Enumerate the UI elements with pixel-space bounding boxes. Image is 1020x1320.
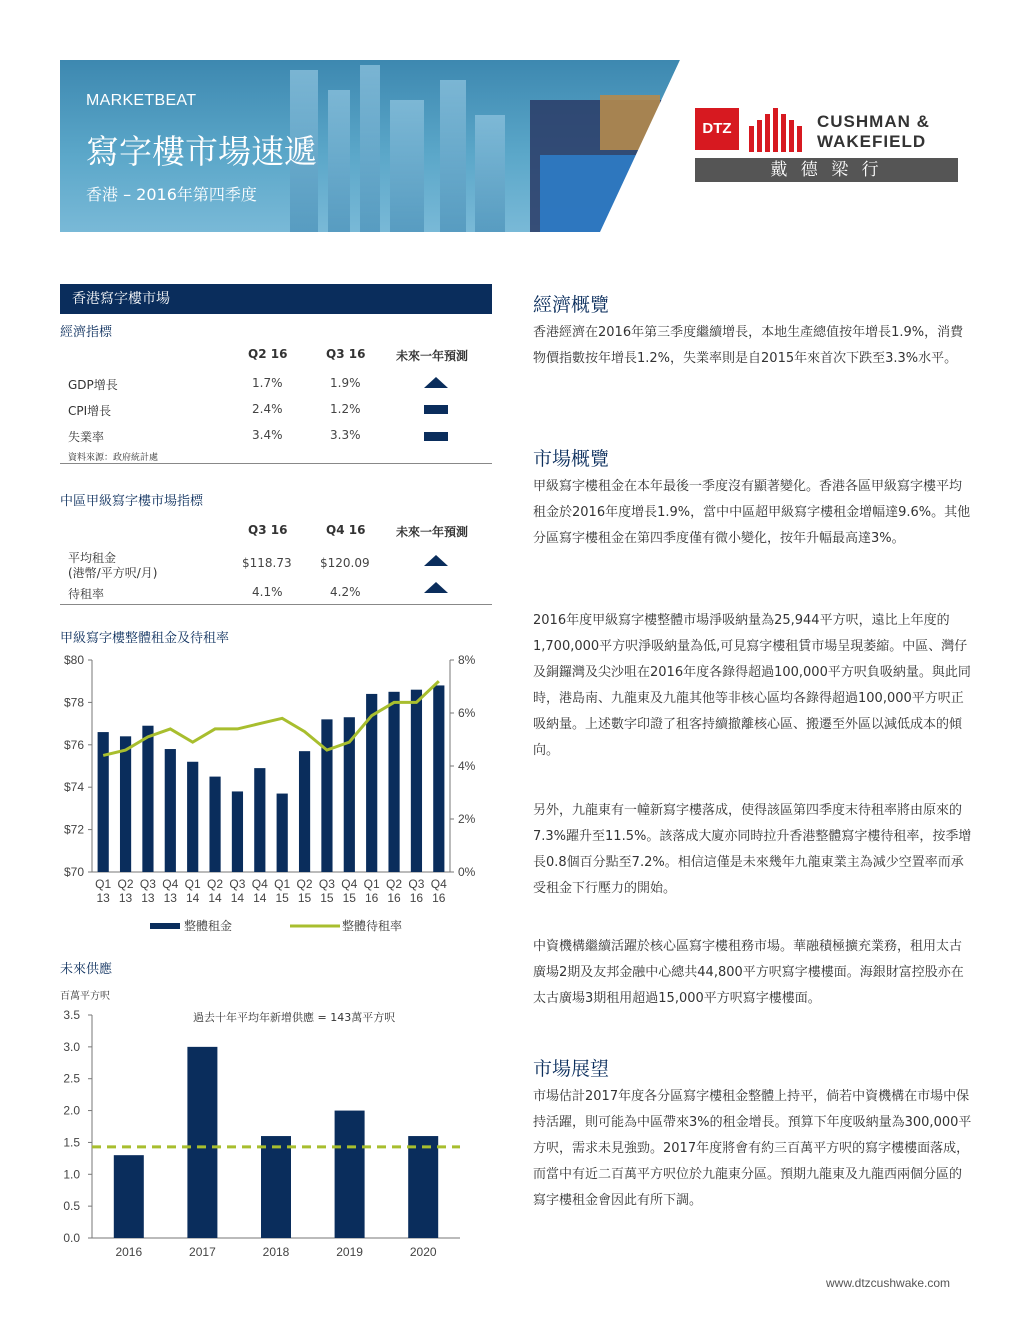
paragraph: 中資機構繼續活躍於核心區寫字樓租務市場。華融積極擴充業務，租用太古廣場2期及友邦金融中心總共44,800平方呎寫字樓樓面。海銀財富控股亦在太古廣場3期租用超過15,000平方呎寫字樓樓面。 [533,939,964,1006]
x-tick-label: 14 [208,891,222,905]
y-tick-label-right: 2% [458,812,476,826]
x-tick-label: 16 [432,891,446,905]
x-tick-label: 13 [163,891,177,905]
central-row-v1: 4.1% [252,585,283,599]
econ-col-1: Q2 16 [248,347,288,361]
section-title-economy: 經濟概覽 [533,294,610,316]
y-tick-label-left: $70 [63,865,84,879]
econ-row-v2: 3.3% [330,428,361,442]
cw-building-icon [749,104,805,152]
trend-up-icon [424,377,448,388]
central-row-label: 平均租金 [68,551,117,565]
bar [187,1047,217,1238]
trend-flat-icon [424,432,448,441]
x-tick-label: Q2 [386,877,403,891]
econ-row-v2: 1.9% [330,376,361,390]
x-tick-label: Q2 [296,877,313,891]
econ-row-label: 失業率 [68,430,105,444]
x-tick-label: Q1 [363,877,380,891]
x-tick-label: Q3 [318,877,335,891]
section-title-outlook: 市場展望 [533,1058,610,1080]
paragraph: 市場估計2017年度各分區寫字樓租金整體上持平，倘若中資機構在市場中保持活躍，則可能為中區帶來3%的租金增長。預算下年度吸納量為300,000平方呎，需求未見強勁。2017年度將會有約三百萬平方呎的寫字樓樓面落成，而當中有近二百萬平方呎位於九龍東分區。預期九龍東及九龍西兩個分區的寫字樓租金會因此有所下調。 [533,1089,972,1208]
y-tick-label: 3.0 [63,1039,80,1054]
y-tick-label-right: 4% [458,759,476,773]
y-tick-label-right: 0% [458,865,476,879]
econ-row-v1: 1.7% [252,376,283,390]
y-tick-label-left: $72 [63,822,84,837]
x-tick-label: 16 [365,891,379,905]
econ-row-label: GDP增長 [68,378,118,392]
x-tick-label: 2016 [115,1245,143,1259]
y-tick-label-right: 8% [458,653,476,667]
company-logo [695,100,960,184]
dtz-logo: DTZ [695,108,739,150]
econ-row-label: CPI增長 [68,404,112,418]
econ-row-v1: 2.4% [252,402,283,416]
y-tick-label: 2.0 [63,1103,80,1118]
legend-label: 整體待租率 [342,919,403,933]
paragraph: 甲級寫字樓租金在本年最後一季度沒有顯著變化。香港各區甲級寫字樓平均租金於2016年度增長1.9%，當中中區超甲級寫字樓租金增幅達9.6%。其他分區寫字樓租金在第四季度僅有微小變化，按年升幅最高達3%。 [533,479,971,546]
x-tick-label: 2018 [262,1245,290,1259]
x-tick-label: Q1 [184,877,201,891]
cw-name-line1: CUSHMAN & [817,112,930,131]
y-tick-label: 0.0 [63,1231,80,1245]
y-tick-label: 2.5 [63,1071,80,1086]
x-tick-label: 13 [118,891,133,905]
y-axis-unit: 百萬平方呎 [60,991,110,1002]
bar [277,794,288,872]
x-tick-label: 15 [297,891,312,905]
bar [299,751,310,872]
page-subtitle: 香港 – 2016年第四季度 [86,185,257,204]
paragraph: 另外，九龍東有一幢新寫字樓落成，使得該區第四季度末待租率將由原來的7.3%躍升至11.5%。該落成大廈亦同時拉升香港整體寫字樓待租率，按季增長0.8個百分點至7.2%。相信這僅是未來幾年九龍東業主為減少空置率而承受租金下行壓力的開始。 [533,803,972,896]
y-tick-label-left: $76 [63,737,84,752]
chart1-heading: 甲級寫字樓整體租金及待租率 [60,631,230,646]
y-tick-label-left: $78 [63,695,84,710]
x-tick-label: 2017 [189,1245,216,1259]
x-tick-label: Q3 [139,877,156,891]
x-tick-label: 2019 [336,1245,363,1259]
x-tick-label: 2020 [409,1245,437,1259]
paragraph: 2016年度甲級寫字樓整體市場淨吸納量為25,944平方呎，遠比上年度的1,700,000平方呎淨吸納量為低,可見寫字樓租賃市場呈現萎縮。中區、灣仔及銅鑼灣及尖沙咀在2016年度各錄得超過100,000平方呎負吸納量。與此同時，港島南、九龍東及九龍其他等非核心區均各錄得超過100,000平方呎正吸納量。上述數字印證了租客持續撤離核心區、搬遷至外區以減低成本的傾向。 [533,613,971,758]
bar [187,762,198,872]
x-tick-label: 15 [275,891,289,905]
bar [165,749,176,872]
bar [114,1155,144,1238]
central-col-1: Q3 16 [248,523,288,537]
y-tick-label: 3.5 [63,1008,80,1022]
x-tick-label: Q1 [274,877,291,891]
central-col-3: 未來一年預測 [396,525,469,539]
bar [120,736,131,872]
central-row-label: 待租率 [68,587,105,601]
bar [408,1136,438,1238]
central-col-2: Q4 16 [326,523,366,537]
x-tick-label: 15 [342,891,356,905]
rent-vacancy-chart [50,648,500,938]
future-supply-chart [50,985,470,1265]
central-row-v2: $120.09 [320,556,370,570]
paragraph: 香港經濟在2016年第三季度繼續增長，本地生產總值按年增長1.9%，消費物價指數按年增長1.2%，失業率則是自2015年來首次下跌至3.3%水平。 [533,325,964,366]
central-row-v2: 4.2% [330,585,361,599]
x-tick-label: 16 [409,891,424,905]
x-tick-label: Q4 [341,877,358,891]
bar [254,768,265,872]
bar [321,719,332,872]
bar [261,1136,291,1238]
bar [209,777,220,872]
x-tick-label: Q2 [117,877,134,891]
y-tick-label-left: $74 [63,780,84,795]
x-tick-label: Q4 [251,877,268,891]
cn-name-bar: 戴 德 梁 行 [695,158,958,182]
section-title-market: 市場概覽 [533,448,610,470]
bar [411,690,422,872]
legend-label: 整體租金 [184,919,233,933]
y-tick-label: 1.0 [63,1167,80,1182]
bar [388,692,399,872]
cw-name-line2: WAKEFIELD [817,132,927,151]
econ-col-2: Q3 16 [326,347,366,361]
econ-source: 資料來源：政府統計處 [68,453,159,463]
x-tick-label: 15 [320,891,334,905]
x-tick-label: Q2 [207,877,224,891]
econ-row-v2: 1.2% [330,402,361,416]
econ-heading: 經濟指標 [60,325,113,340]
trend-up-icon [424,555,448,566]
y-tick-label-right: 6% [458,706,476,720]
divider [60,463,492,464]
footer-website-link[interactable]: www.dtzcushwake.com [826,1276,951,1290]
bar [335,1111,365,1238]
y-tick-label: 0.5 [63,1199,80,1214]
y-tick-label-left: $80 [63,653,84,667]
trend-up-icon [424,582,448,593]
y-tick-label: 1.5 [63,1135,80,1150]
section-bar-hk-office: 香港寫字樓市場 [60,284,492,314]
x-tick-label: 14 [186,891,200,905]
chart-annotation: 過去十年平均年新增供應 = 143萬平方呎 [193,1011,396,1024]
x-tick-label: 13 [96,891,110,905]
page-title: 寫字樓市場速遞 [86,132,317,171]
x-tick-label: Q4 [430,877,447,891]
trend-flat-icon [424,405,448,414]
x-tick-label: 16 [387,891,401,905]
bar [232,791,243,872]
x-tick-label: Q3 [408,877,425,891]
bar [433,685,444,872]
x-tick-label: Q4 [162,877,179,891]
divider [60,604,492,605]
chart2-heading: 未來供應 [60,962,113,977]
x-tick-label: 13 [141,891,155,905]
central-row-v1: $118.73 [242,556,292,570]
x-tick-label: Q3 [229,877,246,891]
x-tick-label: Q1 [95,877,112,891]
central-heading: 中區甲級寫字樓市場指標 [60,494,204,509]
x-tick-label: 14 [230,891,245,905]
econ-row-v1: 3.4% [252,428,283,442]
x-tick-label: 14 [253,891,267,905]
econ-col-3: 未來一年預測 [396,349,469,363]
bar [142,726,153,872]
kicker: MARKETBEAT [86,92,197,109]
central-row-label-unit: (港幣/平方呎/月) [68,566,158,580]
